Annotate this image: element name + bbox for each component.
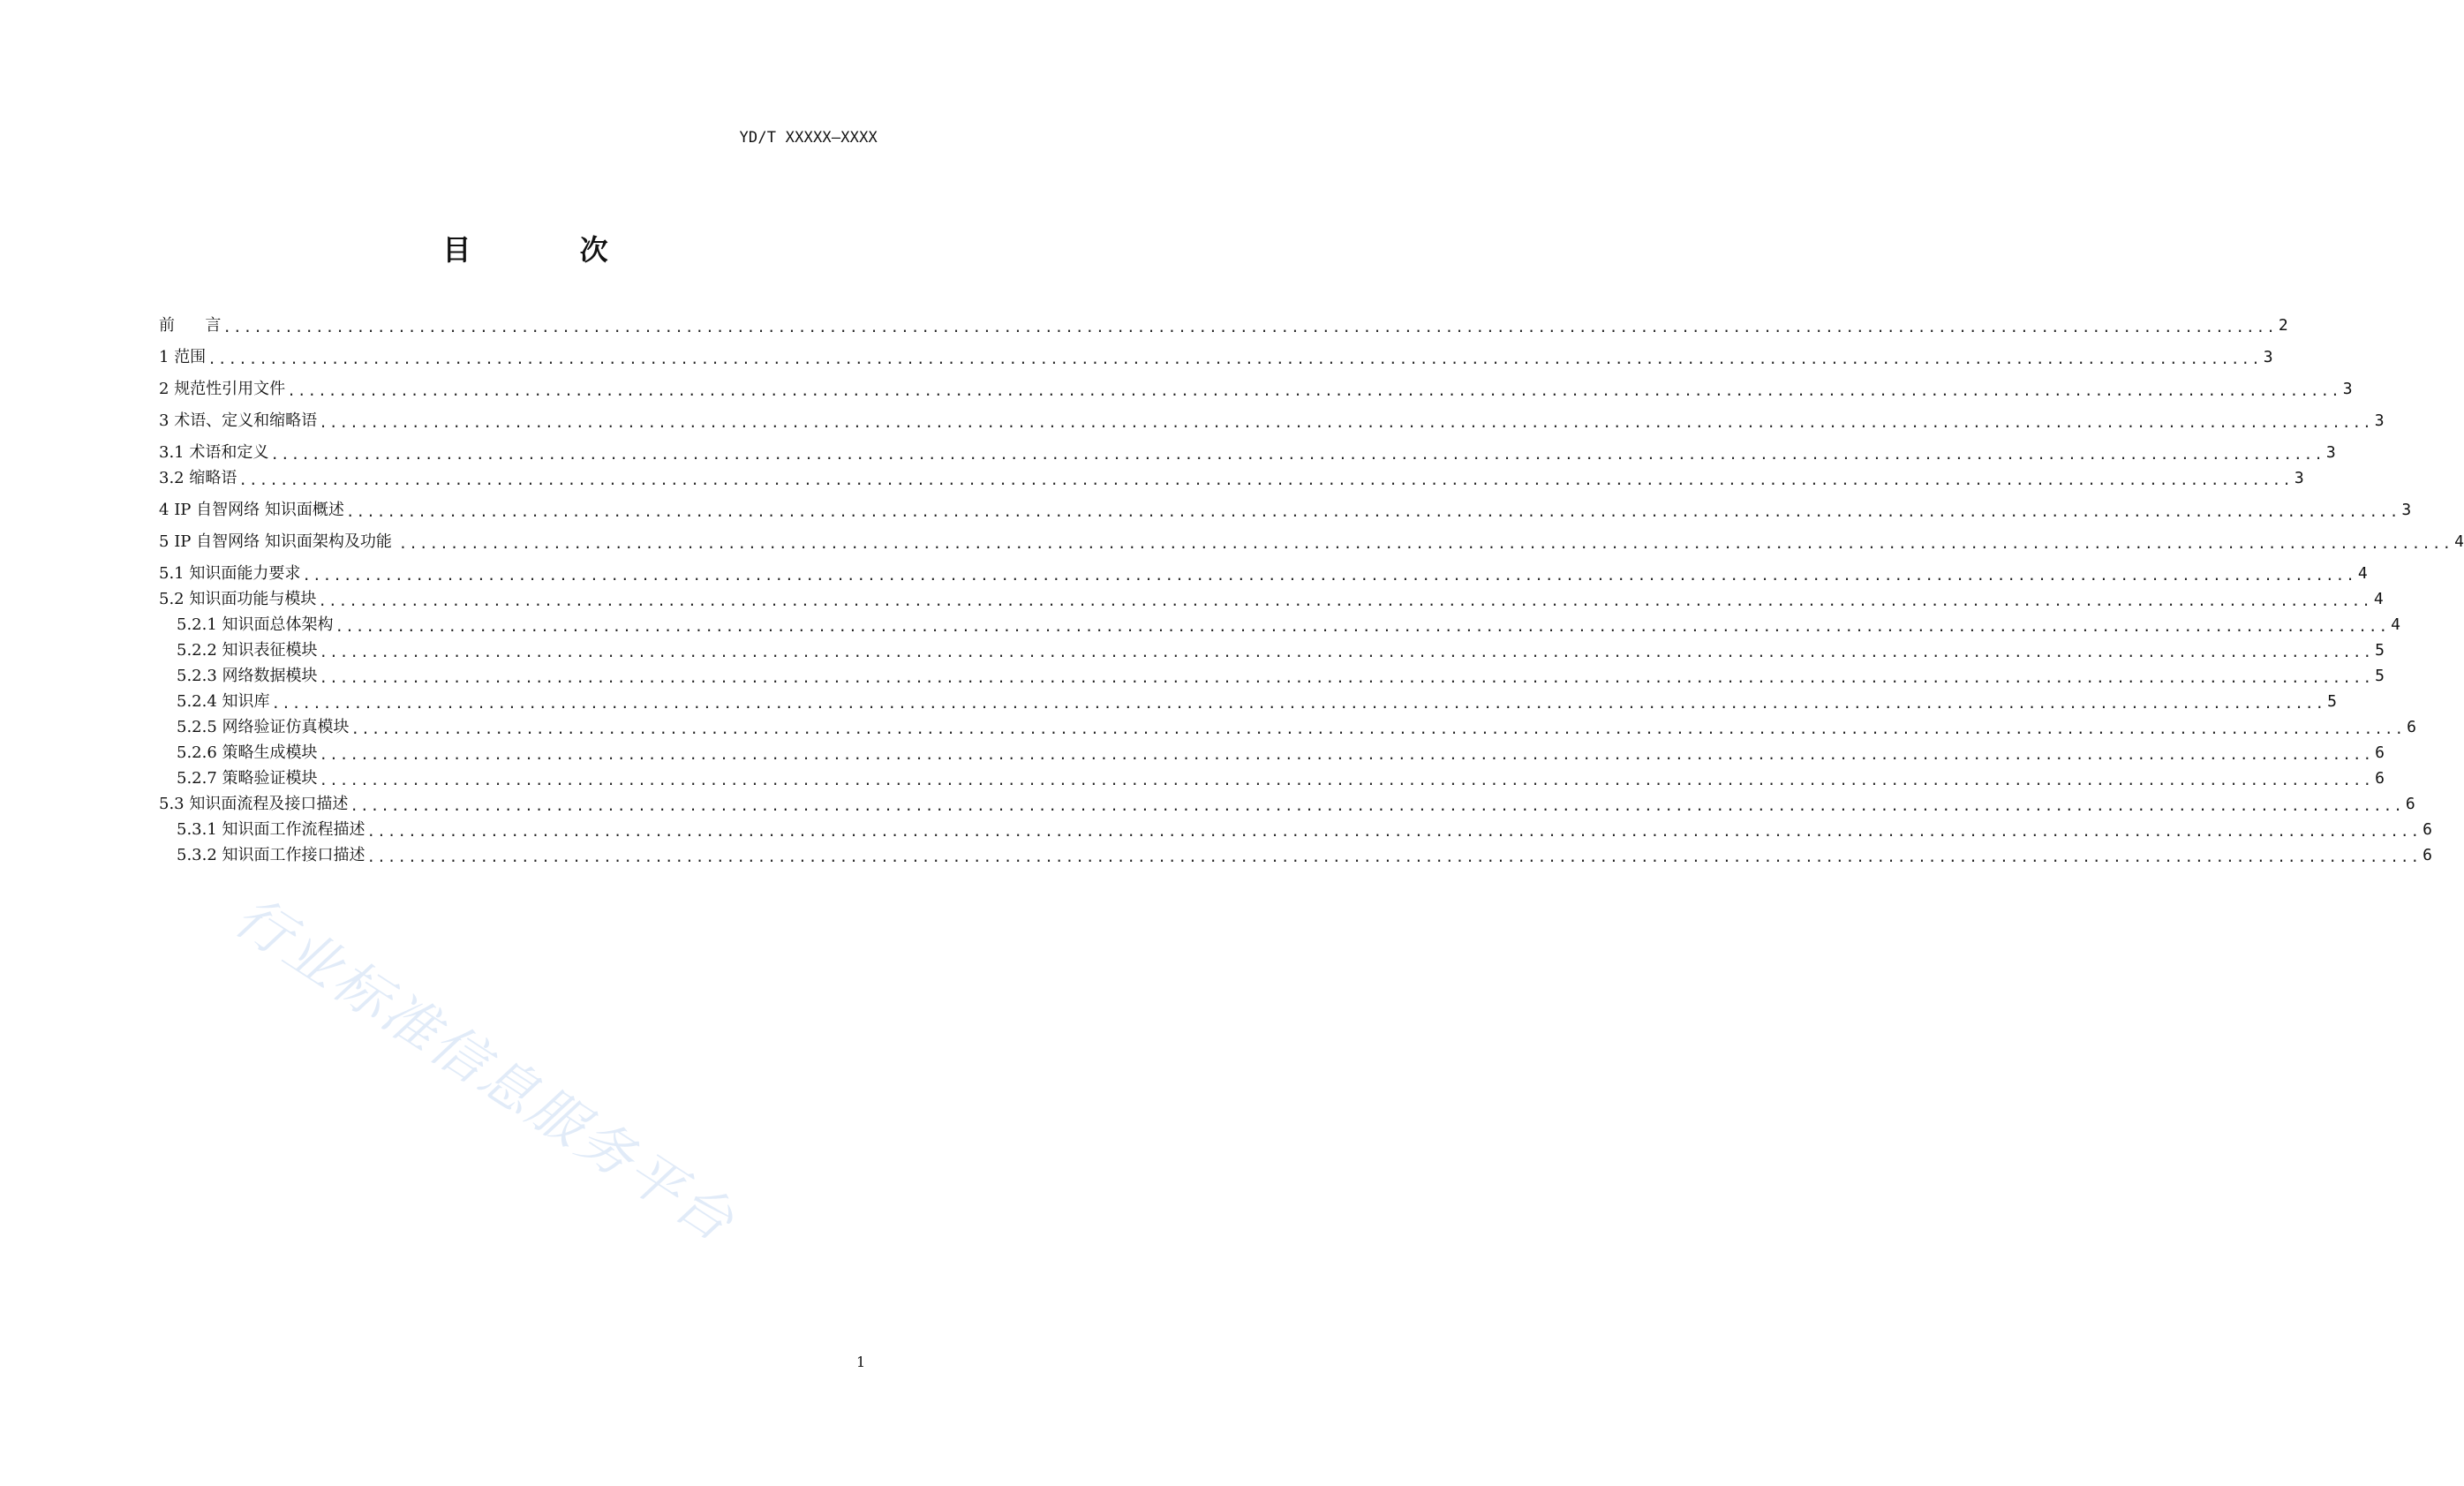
toc-entry-number: 5.2 — [159, 590, 190, 608]
toc-dot-leader: ........................................................................................................................................................................................................ — [302, 567, 2356, 584]
toc-entry[interactable] — [159, 590, 2384, 609]
toc-entry-number: 5 — [159, 532, 175, 551]
toc-dot-leader: ........................................................................................................................................................................................................ — [222, 319, 2277, 336]
toc-dot-leader: ........................................................................................................................................................................................................ — [345, 503, 2400, 520]
toc-entry[interactable] — [159, 641, 2385, 660]
toc-entry[interactable] — [159, 501, 2412, 520]
toc-entry[interactable] — [159, 411, 2385, 431]
toc-entry[interactable] — [159, 615, 2400, 635]
toc-entry-number: 5.2.7 — [177, 769, 222, 788]
toc-dot-leader: ........................................................................................................................................................................................................ — [270, 446, 2325, 463]
toc-entry-page: 3 — [2263, 348, 2273, 366]
page-number: 1 — [856, 1354, 866, 1370]
toc-entry-number: 5.2.3 — [177, 667, 222, 685]
toc-entry-number: 4 — [159, 501, 175, 519]
toc-entry-page: 6 — [2405, 795, 2415, 813]
toc-dot-leader: ........................................................................................................................................................................................................ — [398, 535, 2453, 552]
toc-entry[interactable] — [159, 469, 2304, 488]
toc-entry-page: 5 — [2327, 692, 2337, 711]
toc-entry[interactable] — [159, 846, 2432, 865]
toc-entry-page: 6 — [2407, 718, 2416, 736]
toc-dot-leader: ........................................................................................................................................................................................................ — [318, 592, 2372, 609]
toc-entry[interactable] — [159, 380, 2353, 399]
toc-entry[interactable] — [159, 820, 2432, 840]
toc-entry-label: 知识面工作流程描述 — [222, 820, 365, 839]
toc-entry[interactable] — [159, 532, 2464, 552]
toc-entry-label: 知识库 — [222, 692, 270, 711]
toc-entry-number: 5.2.6 — [177, 743, 222, 762]
toc-entry-label: 网络数据模块 — [222, 667, 318, 685]
toc-entry-number: 5.2.4 — [177, 692, 222, 711]
watermark: 行业标准信息服务平台 — [223, 883, 748, 1256]
toc-entry-number: 5.3 — [159, 795, 190, 813]
toc-entry-page: 6 — [2375, 769, 2385, 788]
toc-entry[interactable] — [159, 743, 2385, 763]
toc-entry-page: 4 — [2373, 590, 2384, 608]
toc-entry-label: 术语、定义和缩略语 — [174, 411, 318, 430]
toc-entry[interactable] — [159, 667, 2385, 686]
toc-dot-leader: ........................................................................................................................................................................................................ — [319, 746, 2374, 763]
toc-entry-label: 知识表征模块 — [222, 641, 318, 660]
toc-dot-leader: ........................................................................................................................................................................................................ — [335, 618, 2390, 635]
toc-entry-number: 3.1 — [159, 443, 190, 462]
standard-code: YD/T XXXXX—XXXX — [739, 129, 878, 147]
toc-entry-label: 术语和定义 — [189, 443, 269, 462]
toc-entry-page: 3 — [2325, 443, 2336, 462]
toc-entry-page: 6 — [2423, 820, 2432, 839]
toc-dot-leader: ........................................................................................................................................................................................................ — [366, 849, 2422, 865]
page-title: 目 次 — [442, 233, 658, 267]
toc-entry-number: 5.2.5 — [177, 718, 222, 736]
toc-entry-page: 3 — [2294, 469, 2304, 487]
toc-entry-number: 1 — [159, 348, 175, 366]
toc-entry-page: 6 — [2375, 743, 2385, 762]
toc-entry-page: 6 — [2423, 846, 2432, 864]
toc-entry-page: 3 — [2401, 501, 2412, 519]
toc-dot-leader: ........................................................................................................................................................................................................ — [319, 414, 2373, 431]
toc-entry-page: 4 — [2454, 532, 2464, 551]
toc-dot-leader: ........................................................................................................................................................................................................ — [319, 644, 2374, 660]
toc-entry-page: 5 — [2375, 667, 2385, 685]
toc-entry-number: 5.2.2 — [177, 641, 222, 660]
toc-entry-label: 知识面工作接口描述 — [222, 846, 365, 864]
toc-entry[interactable] — [159, 718, 2416, 737]
table-of-contents — [159, 316, 2464, 865]
toc-entry[interactable] — [159, 348, 2273, 367]
toc-entry-label: 知识面总体架构 — [222, 615, 334, 634]
toc-entry[interactable] — [159, 692, 2337, 712]
toc-dot-leader: ........................................................................................................................................................................................................ — [350, 797, 2404, 814]
toc-entry-number: 5.1 — [159, 564, 190, 583]
toc-entry-label: 网络验证仿真模块 — [222, 718, 350, 736]
toc-entry-page: 4 — [2391, 615, 2400, 634]
toc-entry-number: 5.3.1 — [177, 820, 222, 839]
toc-entry-label: 缩略语 — [189, 469, 237, 487]
toc-dot-leader: ........................................................................................................................................................................................................ — [207, 351, 2262, 367]
toc-entry-label: 前 言 — [159, 316, 222, 335]
toc-entry-label: 策略验证模块 — [222, 769, 318, 788]
toc-entry-number: 2 — [159, 380, 175, 398]
toc-dot-leader: ........................................................................................................................................................................................................ — [287, 382, 2341, 399]
toc-dot-leader: ........................................................................................................................................................................................................ — [319, 772, 2374, 788]
toc-entry-label: 知识面流程及接口描述 — [189, 795, 349, 813]
toc-entry-number: 3.2 — [159, 469, 190, 487]
toc-entry-number: 3 — [159, 411, 175, 430]
toc-entry-label: IP 自智网络 知识面架构及功能 — [174, 532, 397, 551]
toc-entry-page: 5 — [2375, 641, 2385, 660]
toc-entry[interactable] — [159, 795, 2415, 814]
toc-dot-leader: ........................................................................................................................................................................................................ — [319, 669, 2374, 686]
toc-entry[interactable] — [159, 443, 2336, 463]
toc-entry-number: 5.2.1 — [177, 615, 222, 634]
toc-dot-leader: ........................................................................................................................................................................................................ — [238, 471, 2293, 488]
toc-dot-leader: ........................................................................................................................................................................................................ — [366, 823, 2422, 840]
toc-entry[interactable] — [159, 316, 2288, 336]
toc-dot-leader: ........................................................................................................................................................................................................ — [350, 720, 2406, 737]
toc-entry[interactable] — [159, 769, 2385, 788]
toc-entry-page: 3 — [2374, 411, 2385, 430]
toc-entry-number: 5.3.2 — [177, 846, 222, 864]
toc-dot-leader: ........................................................................................................................................................................................................ — [271, 695, 2326, 712]
toc-entry-label: 范围 — [174, 348, 207, 366]
toc-entry-page: 4 — [2357, 564, 2368, 583]
toc-entry-label: 规范性引用文件 — [174, 380, 286, 398]
toc-entry-page: 3 — [2342, 380, 2353, 398]
toc-entry-label: 策略生成模块 — [222, 743, 318, 762]
toc-entry-page: 2 — [2278, 316, 2288, 335]
toc-entry-label: 知识面能力要求 — [189, 564, 301, 583]
toc-entry-label: 知识面功能与模块 — [189, 590, 317, 608]
toc-entry[interactable] — [159, 564, 2368, 584]
toc-entry-label: IP 自智网络 知识面概述 — [174, 501, 344, 519]
